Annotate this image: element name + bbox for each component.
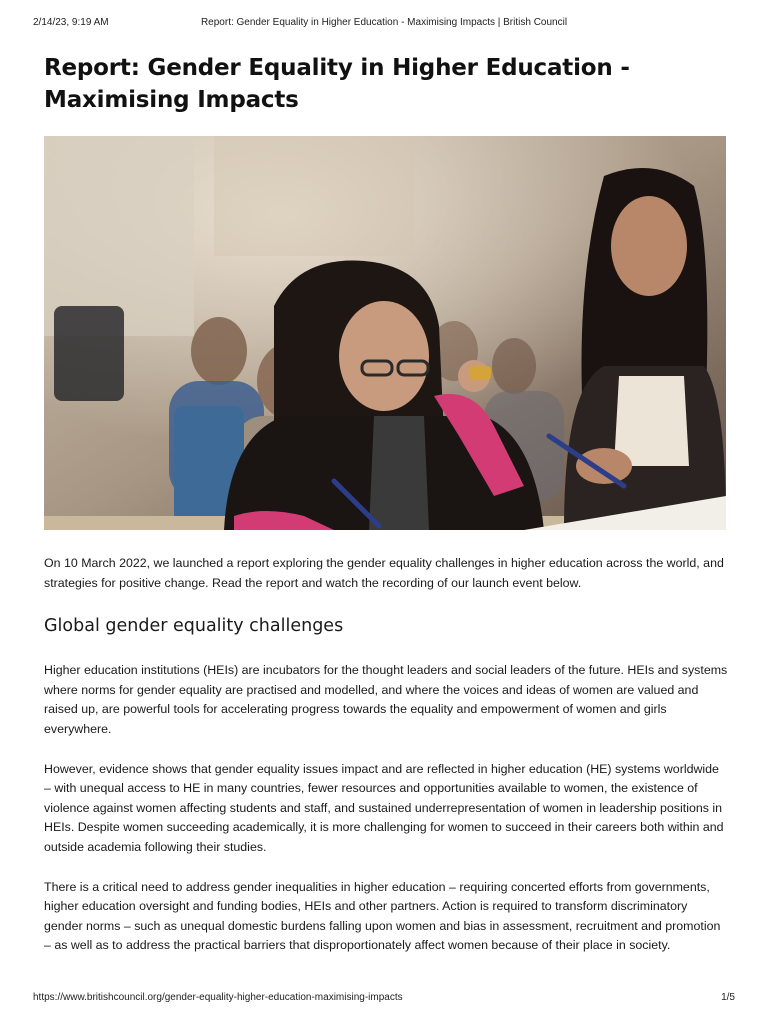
page-number: 1/5 bbox=[721, 992, 735, 1003]
hero-image bbox=[44, 136, 726, 530]
print-doc-title: Report: Gender Equality in Higher Education - Maximising Impacts | British Council bbox=[200, 17, 568, 28]
print-header bbox=[33, 17, 735, 31]
print-footer bbox=[33, 992, 735, 1006]
body-paragraph-2: However, evidence shows that gender equality issues impact and are reflected in higher education (HE) systems worldwide – with unequal access to HE in many countries, fewer resources and opportunities available to women, the existence of violence against women affecting students and staff, and sustained underrepresentation of women in leadership positions in HEIs. Despite women succeeding academically, it is more challenging for women to succeed in their careers both within and outside academia following their studies. bbox=[44, 761, 724, 854]
body-paragraph-3: There is a critical need to address gender inequalities in higher education – requiring concerted efforts from governments, higher education oversight and funding bodies, HEIs and other partners. Action is required to transform discriminatory gender norms – such as unequal domestic burdens falling upon women and bias in assessment, recruitment and promotion – as well as to address the practical barriers that disproportionately affect women because of their place in society. bbox=[44, 879, 721, 953]
section-heading: Global gender equality challenges bbox=[44, 616, 344, 637]
page-title: Report: Gender Equality in Higher Education - Maximising Impacts bbox=[44, 55, 630, 113]
intro-paragraph: On 10 March 2022, we launched a report exploring the gender equality challenges in higher education across the world, and strategies for positive change. Read the report and watch the recording of our launch event below. bbox=[44, 556, 724, 590]
classroom-photo-icon bbox=[44, 136, 726, 530]
print-date: 2/14/23, 9:19 AM bbox=[33, 17, 109, 28]
page-url: https://www.britishcouncil.org/gender-equality-higher-education-maximising-impacts bbox=[33, 992, 403, 1003]
article-content bbox=[44, 554, 728, 976]
body-paragraph-1: Higher education institutions (HEIs) are incubators for the thought leaders and social leaders of the future. HEIs and systems where norms for gender equality are practised and modelled, and where the voices and ideas of women are valued and raised up, are powerful tools for accelerating progress towards the equality and empowerment of women and girls everywhere. bbox=[44, 663, 728, 736]
